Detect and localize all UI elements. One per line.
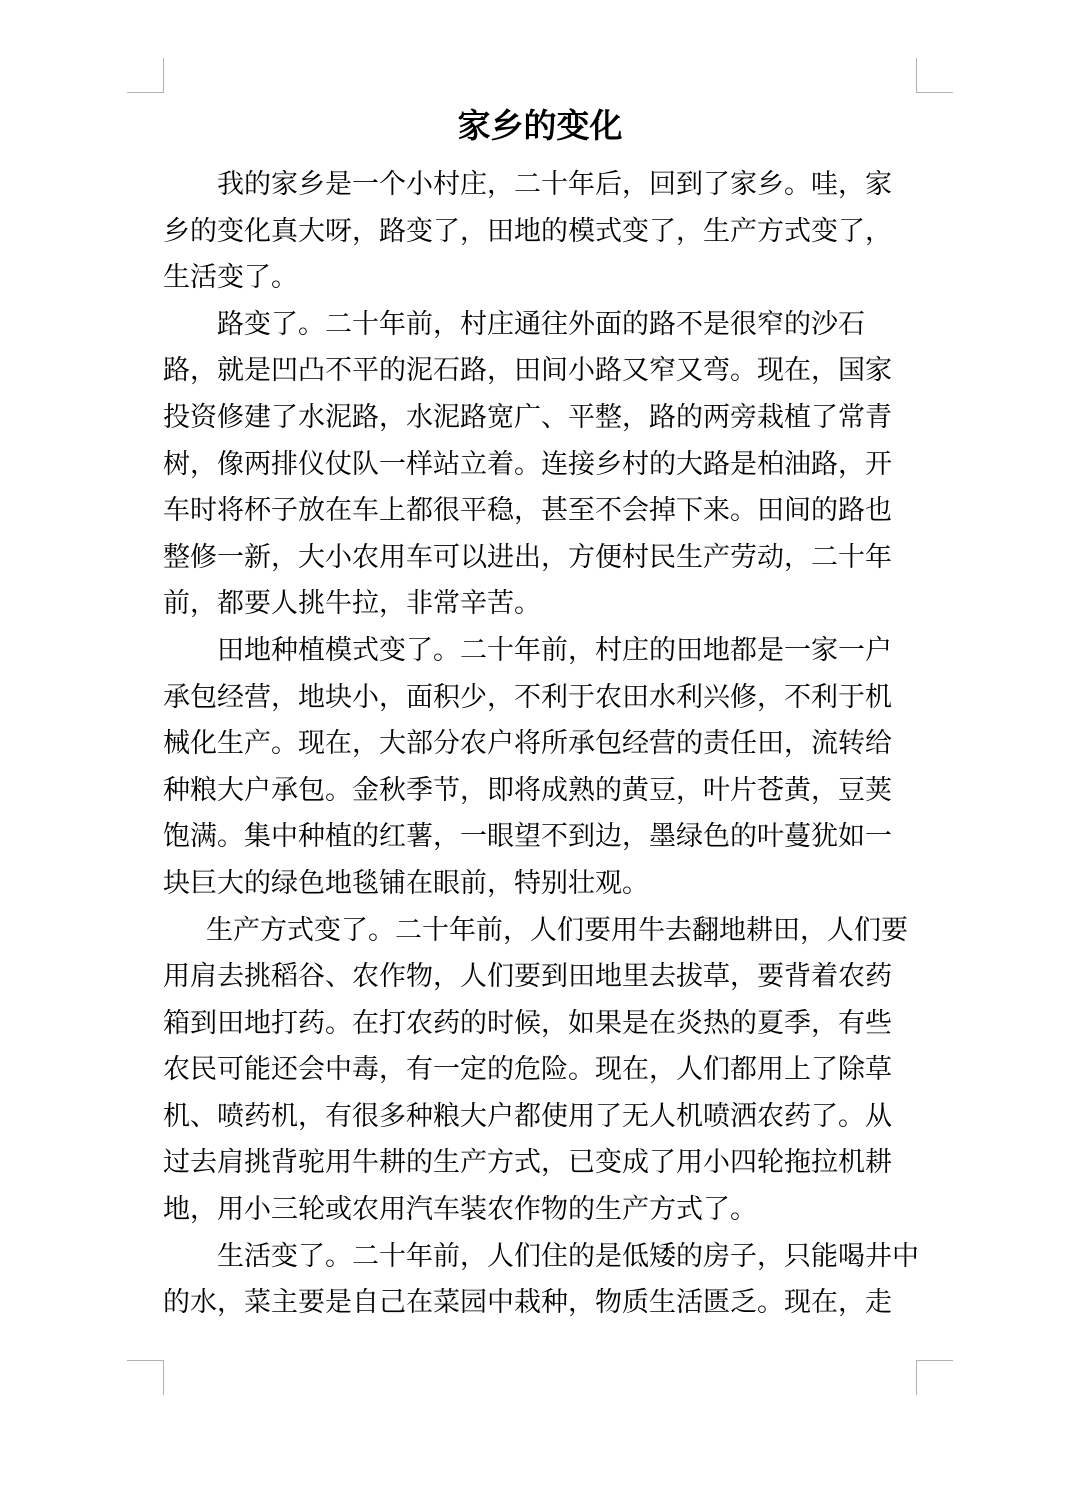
- text-line: 地，用小三轮或农用汽车装农作物的生产方式了。: [163, 1194, 757, 1226]
- text-line: 路变了。二十年前，村庄通往外面的路不是很窄的沙石: [217, 308, 865, 340]
- text-line: 乡的变化真大呀，路变了，田地的模式变了，生产方式变了，: [163, 215, 892, 247]
- text-line: 生活变了。二十年前，人们住的是低矮的房子，只能喝井中: [217, 1240, 919, 1272]
- crop-mark-bottom-right: [916, 1360, 953, 1395]
- text-line: 整修一新，大小农用车可以进出，方便村民生产劳动，二十年: [163, 541, 892, 573]
- text-line: 农民可能还会中毒，有一定的危险。现在，人们都用上了除草: [163, 1054, 892, 1086]
- text-line: 机、喷药机，有很多种粮大户都使用了无人机喷洒农药了。从: [163, 1100, 892, 1132]
- text-line: 路，就是凹凸不平的泥石路，田间小路又窄又弯。现在，国家: [163, 355, 892, 387]
- text-line: 生产方式变了。二十年前，人们要用牛去翻地耕田，人们要: [206, 914, 908, 946]
- text-line: 械化生产。现在，大部分农户将所承包经营的责任田，流转给: [163, 728, 892, 760]
- text-line: 用肩去挑稻谷、农作物，人们要到田地里去拔草，要背着农药: [163, 961, 892, 993]
- text-line: 树，像两排仪仗队一样站立着。连接乡村的大路是柏油路，开: [163, 448, 892, 480]
- text-line: 生活变了。: [163, 262, 298, 294]
- text-line: 投资修建了水泥路，水泥路宽广、平整，路的两旁栽植了常青: [163, 401, 892, 433]
- text-line: 承包经营，地块小，面积少，不利于农田水利兴修，不利于机: [163, 681, 892, 713]
- text-line: 块巨大的绿色地毯铺在眼前，特别壮观。: [163, 867, 649, 899]
- text-line: 田地种植模式变了。二十年前，村庄的田地都是一家一户: [217, 634, 892, 666]
- text-line: 过去肩挑背驼用牛耕的生产方式，已变成了用小四轮拖拉机耕: [163, 1147, 892, 1179]
- text-line: 车时将杯子放在车上都很平稳，甚至不会掉下来。田间的路也: [163, 495, 892, 527]
- text-line: 的水，菜主要是自己在菜园中栽种，物质生活匮乏。现在，走: [163, 1287, 892, 1319]
- crop-mark-top-right: [916, 58, 953, 93]
- text-line: 前，都要人挑牛拉，非常辛苦。: [163, 588, 541, 620]
- text-line: 我的家乡是一个小村庄，二十年后，回到了家乡。哇，家: [217, 169, 892, 200]
- text-line: 种粮大户承包。金秋季节，即将成熟的黄豆，叶片苍黄，豆荚: [163, 774, 892, 806]
- document-title: 家乡的变化: [457, 106, 623, 145]
- text-line: 饱满。集中种植的红薯，一眼望不到边，墨绿色的叶蔓犹如一: [163, 821, 892, 853]
- crop-mark-top-left: [127, 58, 164, 93]
- text-line: 箱到田地打药。在打农药的时候，如果是在炎热的夏季，有些: [163, 1007, 892, 1039]
- document-body: [163, 162, 923, 1327]
- crop-mark-bottom-left: [127, 1360, 164, 1395]
